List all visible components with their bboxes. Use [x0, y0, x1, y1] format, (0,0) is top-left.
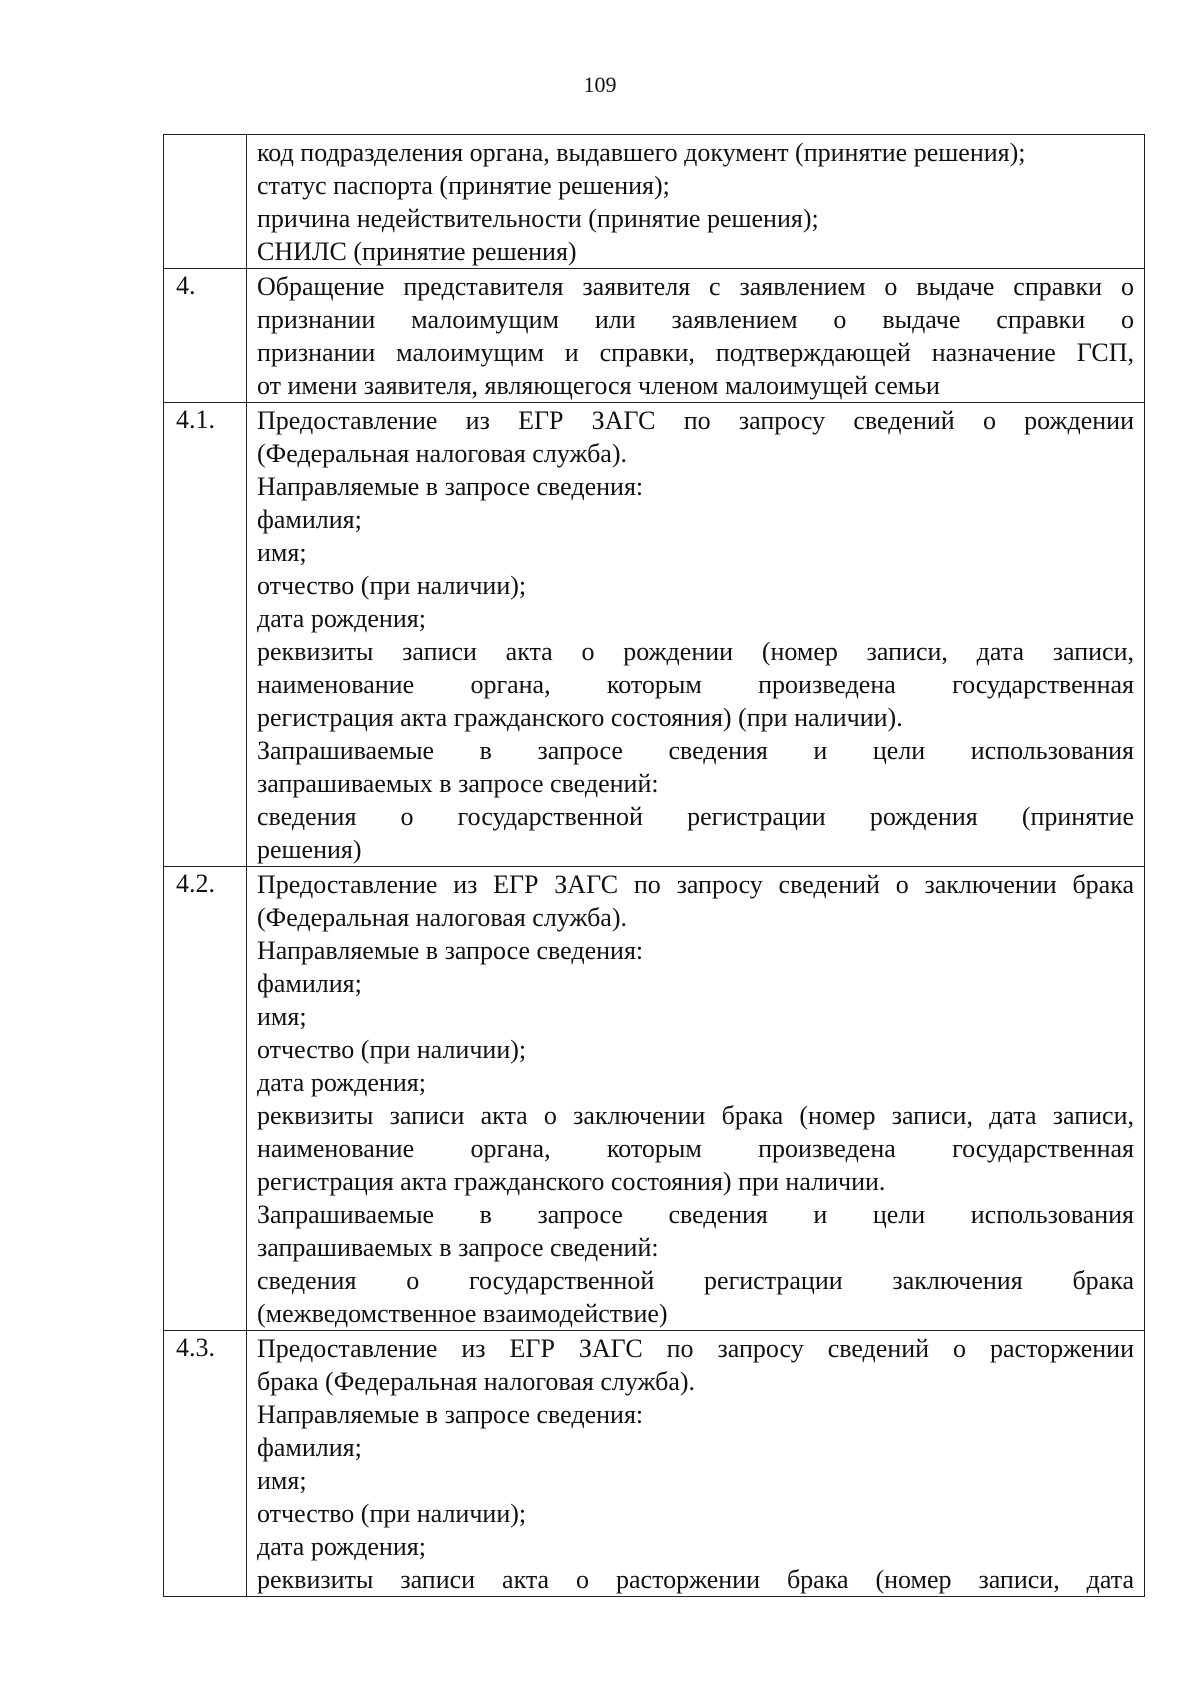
- row-content: [247, 403, 1145, 867]
- text-line: дата рождения;: [257, 1068, 426, 1097]
- table-body: [164, 135, 1145, 1597]
- table-row: [164, 403, 1145, 867]
- text-line: фамилия;: [257, 1433, 362, 1462]
- row-lines: [257, 1331, 1134, 1596]
- text-line: реквизиты записи акта о заключении брака (номер записи, дата записи,: [257, 1101, 1134, 1130]
- row-lines: [257, 269, 1134, 402]
- text-line: Направляемые в запросе сведения:: [257, 936, 644, 965]
- document-table: [163, 134, 1145, 1597]
- row-number: 4.3.: [164, 1331, 247, 1597]
- row-lines: [257, 135, 1134, 268]
- text-line: имя;: [257, 538, 307, 567]
- row-content: [247, 269, 1145, 403]
- text-line: решения): [257, 835, 362, 864]
- text-line: Запрашиваемые в запросе сведения и цели использования: [257, 736, 1134, 765]
- text-line: (Федеральная налоговая служба).: [257, 439, 628, 468]
- text-line: наименование органа, которым произведена государственная: [257, 670, 1134, 699]
- text-line: реквизиты записи акта о расторжении брака (номер записи, дата: [257, 1565, 1134, 1594]
- table-row: [164, 867, 1145, 1331]
- row-number: 4.1.: [164, 403, 247, 867]
- text-line: запрашиваемых в запросе сведений:: [257, 769, 659, 798]
- text-line: сведения о государственной регистрации рождения (принятие: [257, 802, 1134, 831]
- row-number: [164, 135, 247, 269]
- text-line: Направляемые в запросе сведения:: [257, 472, 644, 501]
- text-line: отчество (при наличии);: [257, 1499, 527, 1528]
- table-row: [164, 1331, 1145, 1597]
- text-line: от имени заявителя, являющегося членом малоимущей семьи: [257, 371, 940, 400]
- text-line: отчество (при наличии);: [257, 1035, 527, 1064]
- text-line: (межведомственное взаимодействие): [257, 1299, 668, 1328]
- row-content: [247, 1331, 1145, 1597]
- text-line: дата рождения;: [257, 604, 426, 633]
- text-line: наименование органа, которым произведена государственная: [257, 1134, 1134, 1163]
- text-line: запрашиваемых в запросе сведений:: [257, 1233, 659, 1262]
- text-line: регистрация акта гражданского состояния) при наличии.: [257, 1167, 886, 1196]
- text-line: код подразделения органа, выдавшего документ (принятие решения);: [257, 138, 1026, 167]
- table-row: [164, 269, 1145, 403]
- row-lines: [257, 867, 1134, 1330]
- text-line: сведения о государственной регистрации заключения брака: [257, 1266, 1134, 1295]
- text-line: фамилия;: [257, 505, 362, 534]
- text-line: имя;: [257, 1002, 307, 1031]
- text-line: дата рождения;: [257, 1532, 426, 1561]
- row-number: 4.: [164, 269, 247, 403]
- text-line: причина недействительности (принятие решения);: [257, 204, 819, 233]
- text-line: имя;: [257, 1466, 307, 1495]
- text-line: отчество (при наличии);: [257, 571, 527, 600]
- text-line: признании малоимущим или заявлением о выдаче справки о: [257, 305, 1134, 334]
- row-content: [247, 135, 1145, 269]
- text-line: Предоставление из ЕГР ЗАГС по запросу сведений о расторжении: [257, 1334, 1134, 1363]
- text-line: СНИЛС (принятие решения): [257, 237, 577, 266]
- page-number: 109: [583, 72, 617, 97]
- row-lines: [257, 403, 1134, 866]
- text-line: Предоставление из ЕГР ЗАГС по запросу сведений о рождении: [257, 406, 1134, 435]
- text-line: реквизиты записи акта о рождении (номер записи, дата записи,: [257, 637, 1134, 666]
- text-line: (Федеральная налоговая служба).: [257, 903, 628, 932]
- text-line: Направляемые в запросе сведения:: [257, 1400, 644, 1429]
- row-content: [247, 867, 1145, 1331]
- text-line: Запрашиваемые в запросе сведения и цели использования: [257, 1200, 1134, 1229]
- text-line: Обращение представителя заявителя с заявлением о выдаче справки о: [257, 272, 1134, 301]
- table-row: [164, 135, 1145, 269]
- text-line: брака (Федеральная налоговая служба).: [257, 1367, 696, 1396]
- row-number: 4.2.: [164, 867, 247, 1331]
- text-line: регистрация акта гражданского состояния) (при наличии).: [257, 703, 903, 732]
- text-line: статус паспорта (принятие решения);: [257, 171, 670, 200]
- text-line: Предоставление из ЕГР ЗАГС по запросу сведений о заключении брака: [257, 870, 1134, 899]
- text-line: признании малоимущим и справки, подтверждающей назначение ГСП,: [257, 338, 1134, 367]
- text-line: фамилия;: [257, 969, 362, 998]
